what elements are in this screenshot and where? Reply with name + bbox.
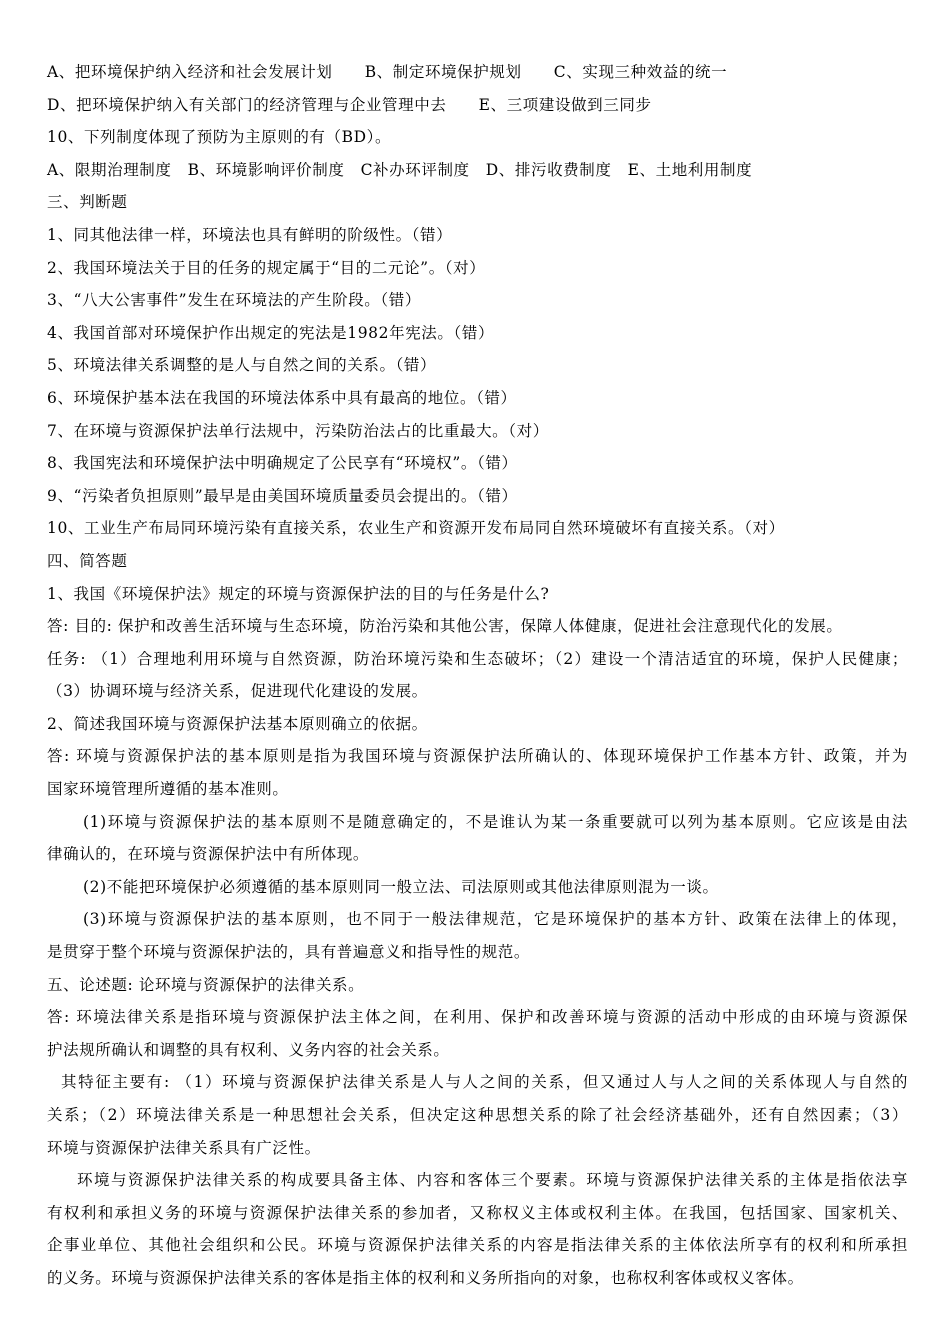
answer-2-intro-continued: 国家环境管理所遵循的基本准则。 <box>47 780 289 799</box>
judgment-item-1: 1、同其他法律一样，环境法也具有鲜明的阶级性。（错） <box>47 225 453 244</box>
judgment-item-9: 9、“污染者负担原则”最早是由美国环境质量委员会提出的。（错） <box>47 486 518 505</box>
answer-2-point-3: (3)环境与资源保护法的基本原则，也不同于一般法律规范，它是环境保护的基本方针、政策在法律上的体现， <box>83 910 908 929</box>
answer-1-tasks: 任务: （1）合理地利用环境与自然资源，防治环境污染和生态破坏；（2）建设一个清洁适宜的环境，保护人民健康； <box>47 649 908 668</box>
judgment-item-4: 4、我国首部对环境保护作出规定的宪法是1982年宪法。（错） <box>47 323 495 342</box>
essay-answer-definition-continued: 护法规所确认和调整的具有权利、义务内容的社会关系。 <box>47 1040 450 1059</box>
essay-answer-features-end: 环境与资源保护法律关系具有广泛性。 <box>47 1138 321 1157</box>
judgment-item-7: 7、在环境与资源保护法单行法规中，污染防治法占的比重最大。（对） <box>47 421 549 440</box>
essay-answer-elements-3: 企事业单位、其他社会组织和公民。环境与资源保护法律关系的内容是指法律关系的主体依法所享有的权利和所承担 <box>47 1236 908 1255</box>
essay-answer-definition: 答: 环境法律关系是指环境与资源保护法主体之间，在利用、保护和改善环境与资源的活动中形成的由环境与资源保 <box>47 1008 908 1027</box>
short-answer-question-2: 2、简述我国环境与资源保护法基本原则确立的依据。 <box>47 714 428 733</box>
answer-2-intro: 答: 环境与资源保护法的基本原则是指为我国环境与资源保护法所确认的、体现环境保护工作基本方针、政策，并为 <box>47 747 908 766</box>
question-10: 10、下列制度体现了预防为主原则的有（BD）。 <box>47 128 392 147</box>
answer-2-point-3-continued: 是贯穿于整个环境与资源保护法的，具有普遍意义和指导性的规范。 <box>47 943 531 962</box>
option-line-a-b-c: A、把环境保护纳入经济和社会发展计划 B、制定环境保护规划 C、实现三种效益的统一 <box>47 63 728 81</box>
essay-answer-elements-2: 有权利和承担义务的环境与资源保护法律关系的参加者，又称权义主体或权利主体。在我国，包括国家、国家机关、 <box>47 1203 908 1222</box>
judgment-item-10: 10、工业生产布局同环境污染有直接关系，农业生产和资源开发布局同自然环境破坏有直接关系。（对） <box>47 519 785 538</box>
section-heading-essay: 五、论述题: 论环境与资源保护的法律关系。 <box>47 975 365 994</box>
answer-1-tasks-continued: （3）协调环境与经济关系，促进现代化建设的发展。 <box>47 682 428 701</box>
short-answer-question-1: 1、我国《环境保护法》规定的环境与资源保护法的目的与任务是什么? <box>47 584 550 603</box>
answer-2-point-2: (2)不能把环境保护必须遵循的基本原则同一般立法、司法原则或其他法律原则混为一谈。 <box>83 877 719 896</box>
section-heading-short-answer: 四、简答题 <box>47 551 128 570</box>
judgment-item-3: 3、“八大公害事件”发生在环境法的产生阶段。（错） <box>47 291 421 310</box>
essay-answer-elements-4: 的义务。环境与资源保护法律关系的客体是指主体的权利和义务所指向的对象，也称权利客体或权义客体。 <box>47 1268 804 1287</box>
essay-answer-elements: 环境与资源保护法律关系的构成要具备主体、内容和客体三个要素。环境与资源保护法律关系的主体是指依法享 <box>77 1171 908 1190</box>
option-line-d-e: D、把环境保护纳入有关部门的经济管理与企业管理中去 E、三项建设做到三同步 <box>47 95 652 114</box>
answer-1-purpose: 答: 目的: 保护和改善生活环境与生态环境，防治污染和其他公害，保障人体健康，促进社会注意现代化的发展。 <box>47 617 843 636</box>
essay-answer-features-continued: 关系；（2）环境法律关系是一种思想社会关系，但决定这种思想关系的除了社会经济基础外，还有自然因素；（3） <box>47 1106 908 1124</box>
judgment-item-8: 8、我国宪法和环境保护法中明确规定了公民享有“环境权”。（错） <box>47 454 518 473</box>
judgment-item-2: 2、我国环境法关于目的任务的规定属于“目的二元论”。（对） <box>47 258 486 277</box>
essay-answer-features: 其特征主要有: （1）环境与资源保护法律关系是人与人之间的关系，但又通过人与人之间的关系体现人与自然的 <box>61 1073 908 1092</box>
judgment-item-6: 6、环境保护基本法在我国的环境法体系中具有最高的地位。（错） <box>47 388 517 407</box>
answer-2-point-1: (1)环境与资源保护法的基本原则不是随意确定的，不是谁认为某一条重要就可以列为基本原则。它应该是由法 <box>83 812 908 831</box>
judgment-item-5: 5、环境法律关系调整的是人与自然之间的关系。（错） <box>47 356 437 375</box>
section-heading-true-false: 三、判断题 <box>47 193 128 212</box>
answer-2-point-1-continued: 律确认的，在环境与资源保护法中有所体现。 <box>47 845 370 864</box>
question-10-options: A、限期治理制度 B、环境影响评价制度 C补办环评制度 D、排污收费制度 E、土地利用制度 <box>47 160 753 179</box>
